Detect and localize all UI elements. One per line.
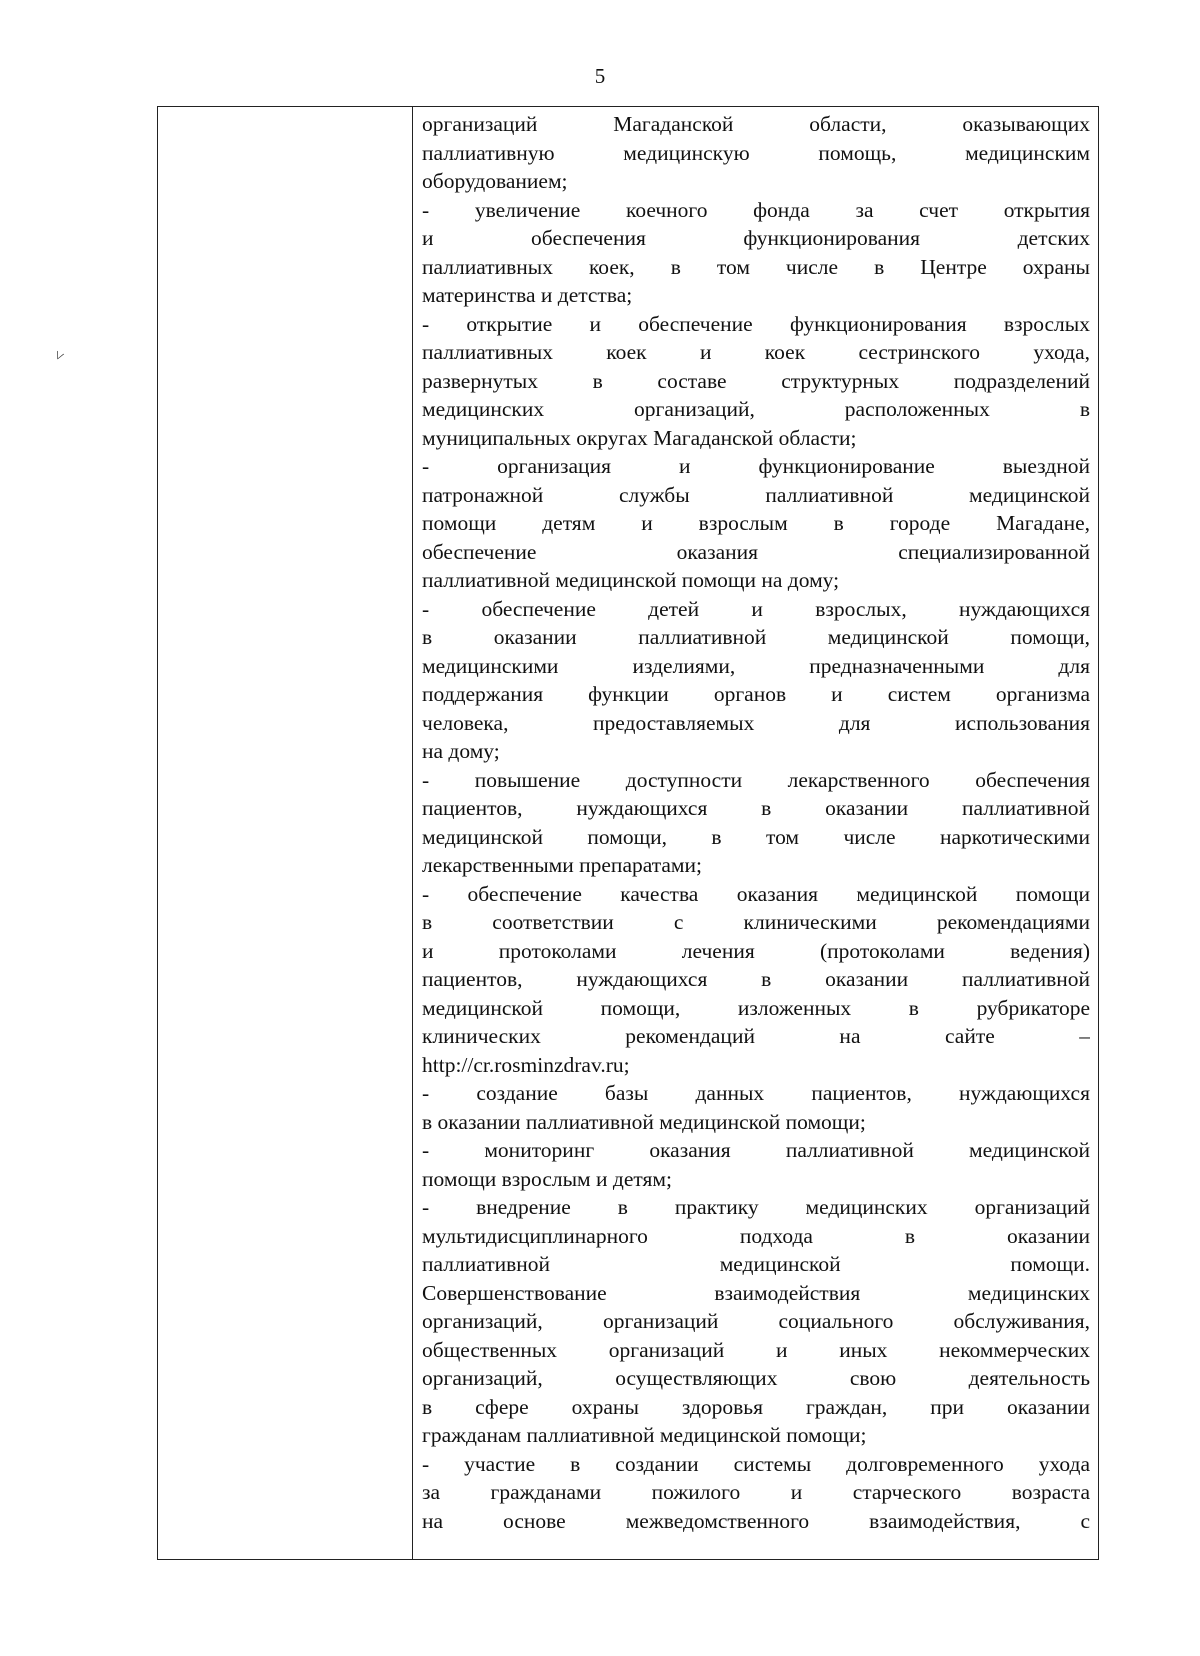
right-column-cell (422, 110, 1090, 1535)
text-line: организаций, организаций социального обслуживания, (422, 1309, 1090, 1333)
text-line: - организация и функционирование выездной (422, 454, 1090, 478)
text-line: патронажной службы паллиативной медицинской (422, 482, 1090, 507)
text-line: паллиативную медицинскую помощь, медицинским (422, 140, 1090, 165)
column-divider (412, 107, 413, 1559)
text-line: - внедрение в практику медицинских организаций (422, 1195, 1090, 1219)
text-line: пациентов, нуждающихся в оказании паллиативной (422, 967, 1090, 991)
text-line: в соответствии с клиническими рекомендациями (422, 910, 1090, 934)
text-line: паллиативных коек и коек сестринского ухода, (422, 340, 1090, 364)
text-line: медицинскими изделиями, предназначенными для (422, 653, 1090, 678)
text-line: на дому; (422, 739, 500, 763)
text-line: обеспечение оказания специализированной (422, 539, 1090, 564)
text-line: - обеспечение детей и взрослых, нуждающихся (422, 596, 1090, 621)
text-line: мультидисциплинарного подхода в оказании (422, 1223, 1090, 1248)
text-line: - мониторинг оказания паллиативной медицинской (422, 1138, 1090, 1162)
text-line: организаций, осуществляющих свою деятельность (422, 1366, 1090, 1390)
text-line: человека, предоставляемых для использования (422, 710, 1090, 735)
text-line: развернутых в составе структурных подразделений (422, 368, 1090, 393)
text-line: гражданам паллиативной медицинской помощи; (422, 1423, 867, 1447)
text-line: помощи детям и взрослым в городе Магадане, (422, 511, 1090, 535)
text-line: - повышение доступности лекарственного обеспечения (422, 767, 1090, 792)
text-line: - обеспечение качества оказания медицинской помощи (422, 881, 1090, 906)
scan-speck: ˅ (51, 346, 67, 367)
text-line: и протоколами лечения (протоколами ведения) (422, 938, 1090, 963)
text-line: паллиативных коек, в том числе в Центре охраны (422, 254, 1090, 279)
text-line: - участие в создании системы долговременного ухода (422, 1451, 1090, 1476)
text-line: - увеличение коечного фонда за счет открытия (422, 197, 1090, 222)
text-line: за гражданами пожилого и старческого возраста (422, 1480, 1090, 1504)
text-line: материнства и детства; (422, 283, 633, 307)
text-line: в оказании паллиативной медицинской помощи, (422, 625, 1090, 649)
text-line: помощи взрослым и детям; (422, 1166, 672, 1191)
text-line: медицинских организаций, расположенных в (422, 397, 1090, 421)
text-line: http://cr.rosminzdrav.ru; (422, 1052, 630, 1077)
text-line: в оказании паллиативной медицинской помощи; (422, 1109, 866, 1134)
text-line: и обеспечения функционирования детских (422, 226, 1090, 250)
text-line: лекарственными препаратами; (422, 853, 703, 877)
text-line: пациентов, нуждающихся в оказании паллиативной (422, 796, 1090, 820)
text-line: паллиативной медицинской помощи. (422, 1252, 1090, 1276)
text-line: поддержания функции органов и систем организма (422, 682, 1090, 706)
text-line: организаций Магаданской области, оказывающих (422, 112, 1090, 136)
text-line: оборудованием; (422, 169, 568, 193)
text-line: общественных организаций и иных некоммерческих (422, 1337, 1090, 1362)
text-line: медицинской помощи, изложенных в рубрикаторе (422, 995, 1090, 1020)
text-line: на основе межведомственного взаимодействия, с (422, 1508, 1090, 1533)
text-line: паллиативной медицинской помощи на дому; (422, 568, 840, 592)
page-number: 5 (594, 64, 606, 88)
text-line: муниципальных округах Магаданской области; (422, 425, 857, 450)
text-line: Совершенствование взаимодействия медицинских (422, 1280, 1090, 1305)
text-line: медицинской помощи, в том числе наркотическими (422, 824, 1090, 849)
text-line: в сфере охраны здоровья граждан, при оказании (422, 1394, 1090, 1419)
text-line: - открытие и обеспечение функционирования взрослых (422, 311, 1090, 336)
continuation-table (157, 106, 1099, 1560)
text-line: - создание базы данных пациентов, нуждающихся (422, 1081, 1090, 1105)
text-line: клинических рекомендаций на сайте – (422, 1024, 1090, 1048)
